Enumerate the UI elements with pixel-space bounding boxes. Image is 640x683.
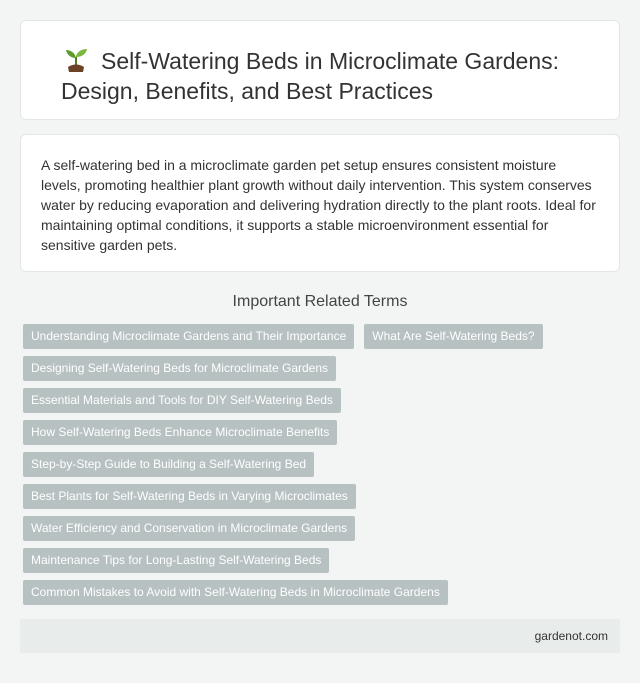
related-term-tag[interactable]: How Self-Watering Beds Enhance Microclimate Benefits bbox=[23, 420, 337, 445]
tag-row bbox=[23, 580, 623, 612]
footer-site-link[interactable]: gardenot.com bbox=[534, 629, 608, 643]
footer bbox=[20, 619, 620, 653]
related-term-tag[interactable]: Maintenance Tips for Long-Lasting Self-Watering Beds bbox=[23, 548, 329, 573]
related-term-tag[interactable]: Water Efficiency and Conservation in Microclimate Gardens bbox=[23, 516, 355, 541]
intro-text: A self-watering bed in a microclimate garden pet setup ensures consistent moisture levels, promoting healthier plant growth without daily intervention. This system conserves water by reducing evaporation and delivering hydration directly to the plant roots. Ideal for maintaining optimal conditions, it supports a stable microenvironment essential for sensitive garden pets. bbox=[41, 157, 596, 253]
tag-row bbox=[23, 356, 623, 388]
tag-row bbox=[23, 452, 623, 484]
related-terms-heading: Important Related Terms bbox=[232, 293, 408, 310]
header-card bbox=[20, 20, 620, 120]
related-term-tag[interactable]: Common Mistakes to Avoid with Self-Watering Beds in Microclimate Gardens bbox=[23, 580, 448, 605]
related-term-tag[interactable]: Step-by-Step Guide to Building a Self-Watering Bed bbox=[23, 452, 314, 477]
intro-card bbox=[20, 134, 620, 272]
tag-row bbox=[23, 324, 623, 356]
tag-row bbox=[23, 516, 623, 548]
related-term-tag[interactable]: Best Plants for Self-Watering Beds in Varying Microclimates bbox=[23, 484, 356, 509]
related-term-tag[interactable]: Essential Materials and Tools for DIY Self-Watering Beds bbox=[23, 388, 341, 413]
related-term-tag[interactable]: Understanding Microclimate Gardens and Their Importance bbox=[23, 324, 354, 349]
tag-row bbox=[23, 484, 623, 516]
related-terms-list bbox=[23, 324, 623, 612]
seedling-icon bbox=[61, 45, 91, 73]
title-wrap bbox=[61, 45, 601, 106]
related-term-tag[interactable]: Designing Self-Watering Beds for Microclimate Gardens bbox=[23, 356, 336, 381]
page-title-text: Self-Watering Beds in Microclimate Gardens: Design, Benefits, and Best Practices bbox=[61, 48, 560, 104]
tag-row bbox=[23, 388, 623, 420]
tag-row bbox=[23, 420, 623, 452]
tag-row bbox=[23, 548, 623, 580]
related-term-tag[interactable]: What Are Self-Watering Beds? bbox=[364, 324, 542, 349]
page-title bbox=[61, 45, 601, 106]
